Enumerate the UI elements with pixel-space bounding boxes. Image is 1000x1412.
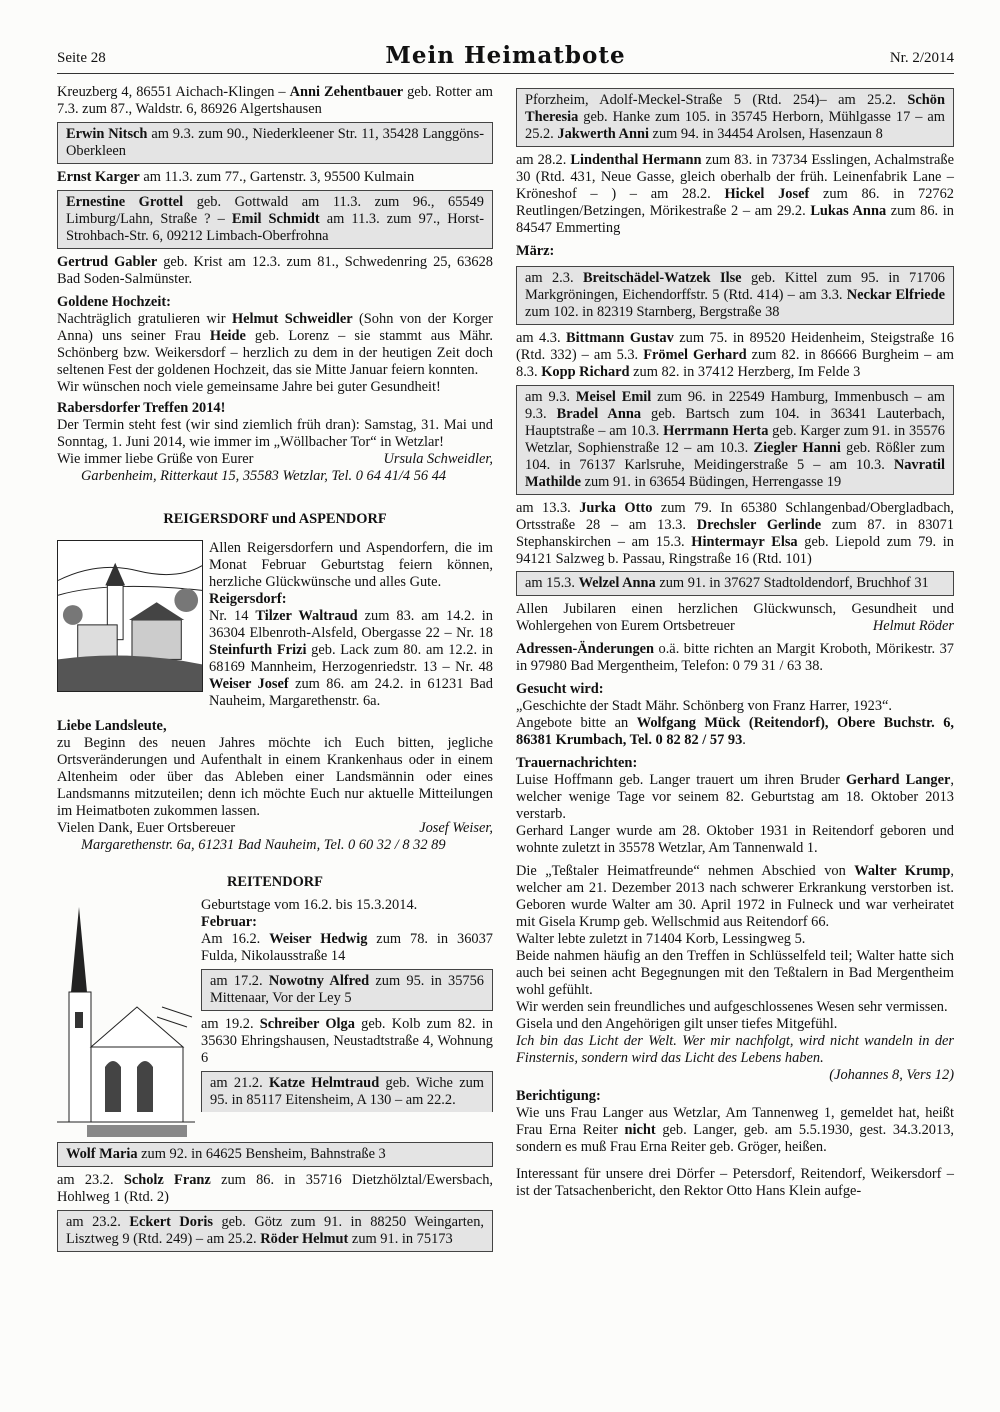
highlight-box: am 2.3. Breitschädel-Watzek Ilse geb. Kittel zum 95. in 71706 Markgröningen, Eichendorffstr. 5 (Rtd. 414) – am 3.3. Neckar Elfriede zum 102. in 82319 Starnberg, Bergstraße 38 — [516, 266, 954, 325]
entry: am 28.2. Lindenthal Hermann zum 83. in 73734 Esslingen, Achalmstraße 30 (Rtd. 431, Neue Gasse, gleich oberhalb der früh. Leinenfabrik Lane – Kröneshof – ) – am 28.2. Hickel Josef zum 86. in 72762 Reutlingen/Betzingen, Mörikestraße 2 – am 29.2. Lukas Anna zum 86. in 84547 Emmerting — [516, 152, 955, 236]
entry: am 13.3. Jurka Otto zum 79. In 65380 Schlangenbad/Obergladbach, Ortsstraße 28 – am 13.3. Drechsler Gerlinde zum 87. in 83071 Stephanskirchen – am 15.3. Hintermayr Elsa geb. Liepold zum 79. in 94121 Salzweg b. Passau, Ringstraße 16 (Rtd. 101) — [516, 500, 955, 567]
highlight-box: am 9.3. Meisel Emil zum 96. in 22549 Hamburg, Immenbusch – am 9.3. Bradel Anna geb. Bartsch zum 104. in 36341 Lauterbach, Hauptstraße – am 10.3. Herrmann Herta geb. Karger zum 91. in 35576 Wetzlar, Sophienstraße 12 – am 10.3. Ziegler Hanni geb. Rößler zum 104. in 76137 Karlsruhe, Meidingerstraße 5 – am 10.3. Navratil Mathilde zum 91. in 63654 Büdingen, Herrengasse 19 — [516, 385, 954, 495]
paragraph: Geburtstage vom 16.2. bis 15.3.2014. — [201, 897, 418, 913]
header-rule — [57, 73, 954, 74]
signature-line: Vielen Dank, Euer Ortsbereuer Josef Weiser, — [57, 820, 493, 836]
section-body — [57, 897, 493, 1142]
section-body — [57, 540, 493, 714]
entry: Am 16.2. Weiser Hedwig zum 78. in 36037 Fulda, Nikolausstraße 14 — [201, 931, 493, 964]
masthead-logo: Mein Heimatbote — [385, 42, 626, 69]
paragraph: Wir wünschen noch viele gemeinsame Jahre bei guter Gesundheit! — [57, 379, 441, 395]
paragraph: Gisela und den Angehörigen gilt unser tiefes Mitgefühl. — [516, 1016, 838, 1032]
highlight-box: Pforzheim, Adolf-Meckel-Straße 5 (Rtd. 254)– am 25.2. Schön Theresia geb. Hanke zum 105. in 35745 Herborn, Mühlgasse 17 – am 25.2. Jakwerth Anni zum 94. in 34454 Arolsen, Hasenzaun 8 — [516, 88, 954, 147]
entry: am 23.2. Scholz Franz zum 86. in 35716 Dietzhölztal/Ewersbach, Hohlweg 1 (Rtd. 2) — [57, 1172, 493, 1205]
quotation: Ich bin das Licht der Welt. Wer mir nachfolgt, wird nicht wandeln in der Finsternis, sondern wird das Licht des Lebens haben. — [516, 1033, 954, 1066]
entry: Kreuzberg 4, 86551 Aichach-Klingen – Anni Zehentbauer geb. Rotter am 7.3. zum 87., Waldstr. 6, 86926 Algertshausen — [57, 84, 493, 117]
village-illustration — [57, 540, 203, 692]
issue-number: Nr. 2/2014 — [889, 50, 954, 66]
paragraph: zu Beginn des neuen Jahres möchte ich Euch bitten, jegliche Ortsveränderungen und Aufenthalt in einem Krankenhaus oder in einem Altenheim oder über das Ableben einer Landsmännin oder eines Landsmanns mitzuteilen; denn ich möchte Euch nur aktuelle Mitteilungen im Heimatboten zukommen lassen. — [57, 735, 493, 819]
section-heading: Rabersdorfer Treffen 2014! — [57, 400, 226, 416]
paragraph: Wie uns Frau Langer aus Wetzlar, Am Tannenweg 1, gemeldet hat, heißt Frau Erna Reiter nicht geb. Langer, geb. am 5.5.1930, gest. 34.3.2013, sondern es muß Frau Erna Reiter geb. Gröger, heißen. — [516, 1105, 954, 1155]
paragraph: Der Termin steht fest (wir sind ziemlich früh dran): Samstag, 31. Mai und Sonntag, 1. Juni 2014, wie immer im „Wöllbacher Tor“ in Wetzlar! — [57, 417, 493, 450]
entry: am 19.2. Schreiber Olga geb. Kolb zum 82. in 35630 Ehringshausen, Neustadtstraße 4, Wohnung 6 — [201, 1016, 494, 1066]
paragraph: Luise Hoffmann geb. Langer trauert um ihren Bruder Gerhard Langer, welcher wenige Tage vor seinem 82. Geburtstag am 18. Oktober 2013 verstarb. — [516, 772, 954, 822]
paragraph: Angebote bitte an Wolfgang Mück (Reitendorf), Obere Buchstr. 6, 86381 Krumbach, Tel. 0 82 82 / 57 93. — [516, 715, 954, 748]
paragraph: Nachträglich gratulieren wir Helmut Schweidler (Sohn von der Korger Anna) uns seiner Frau Heide geb. Lorenz – sie stammt aus Mähr. Schönberg bzw. Weikersdorf – herzlich zu dem in der heutigen Zeit doch seltenen Fest der goldenen Hochzeit, das sie Mitte Januar feiern konnten. — [57, 311, 493, 378]
paragraph: Interessant für unsere drei Dörfer – Petersdorf, Reitendorf, Weikersdorf – ist der Tatsachenbericht, den Rektor Otto Hans Klein aufge- — [516, 1166, 954, 1199]
highlight-box: Erwin Nitsch am 9.3. zum 90., Niederkleener Str. 11, 35428 Langgöns-Oberkleen — [57, 122, 493, 164]
highlight-box: am 17.2. Nowotny Alfred zum 95. in 35756 Mittenaar, Vor der Ley 5 — [201, 969, 493, 1011]
highlight-box: Ernestine Grottel geb. Gottwald am 11.3. zum 96., 65549 Limburg/Lahn, Straße ? – Emil Schmidt am 11.3. zum 97., Horst-Strohbach-Str. 6, 09212 Limbach-Oberfrohna — [57, 190, 493, 249]
entry: am 4.3. Bittmann Gustav zum 75. in 89520 Heidenheim, Steigstraße 16 (Rtd. 332) – am 5.3. Frömel Gerhard zum 82. in 86666 Burgheim – am 8.3. Kopp Richard zum 82. in 37412 Herzberg, Im Felde 3 — [516, 330, 954, 380]
section-text — [209, 540, 493, 714]
subheading: Februar: — [201, 914, 257, 930]
section-title: REITENDORF — [227, 874, 323, 890]
section-heading: Liebe Landsleute, — [57, 718, 167, 734]
church-illustration — [57, 897, 195, 1142]
page-number: Seite 28 — [57, 50, 106, 66]
section-heading: Goldene Hochzeit: — [57, 294, 171, 310]
section-heading: Trauernachrichten: — [516, 755, 638, 771]
entry: Ernst Karger am 11.3. zum 77., Gartenstr. 3, 95500 Kulmain — [57, 169, 415, 185]
paragraph: Adressen-Änderungen o.ä. bitte richten an Margit Kroboth, Mörikestr. 37 in 97980 Bad Mergentheim, Telefon: 0 79 31 / 63 38. — [516, 641, 954, 674]
quotation-source: (Johannes 8, Vers 12) — [829, 1067, 954, 1083]
page-header — [57, 42, 954, 76]
paragraph: Walter lebte zuletzt in 71404 Korb, Lessingweg 5. — [516, 931, 806, 947]
signature-address: Margarethenstr. 6a, 61231 Bad Nauheim, Tel. 0 60 32 / 8 32 89 — [81, 837, 446, 853]
highlight-box: Wolf Maria zum 92. in 64625 Bensheim, Bahnstraße 3 — [57, 1142, 493, 1167]
section-heading: Gesucht wird: — [516, 681, 604, 697]
paragraph: Die „Teßtaler Heimatfreunde“ nehmen Abschied von Walter Krump, welcher am 21. Dezember 2013 nach schwerer Erkrankung verstorben ist. Geboren wurde Walter am 30. April 1972 in Fulneck und war verheiratet mit Gisela Krump geb. Wellschmid aus Reitendorf 66. — [516, 863, 954, 930]
subheading: Reigersdorf: — [209, 591, 287, 607]
paragraph: Wir werden sein freundliches und aufgeschlossenes Wesen sehr vermissen. — [516, 999, 948, 1015]
subheading: März: — [516, 243, 555, 259]
paragraph: Allen Jubilaren einen herzlichen Glückwunsch, Gesundheit und Wohlergehen von Eurem Ortsbetreuer Helmut Röder — [516, 601, 954, 634]
paragraph: Gerhard Langer wurde am 28. Oktober 1931 in Reitendorf geboren und wohnte zuletzt in 35578 Wetzlar, Am Tannenwald 1. — [516, 823, 954, 856]
right-column — [516, 88, 954, 1204]
entry: Gertrud Gabler geb. Krist am 12.3. zum 81., Schwedenring 25, 63628 Bad Soden-Salmünster. — [57, 254, 493, 287]
paragraph: Beide nahmen häufig an den Treffen in Schlüsselfeld teil; Walter hatte sich auch bei seinen acht Begegnungen mit den Teßtalern in Bad Mergentheim wohl gefühlt. — [516, 948, 954, 998]
signature-address: Garbenheim, Ritterkaut 15, 35583 Wetzlar, Tel. 0 64 41/4 56 44 — [81, 468, 447, 484]
highlight-box: am 15.3. Welzel Anna zum 91. in 37627 Stadtoldendorf, Bruchhof 31 — [516, 571, 954, 596]
signature-line: Wie immer liebe Grüße von Eurer Ursula Schweidler, — [57, 451, 493, 467]
highlight-box: am 21.2. Katze Helmtraud geb. Wiche zum 95. in 85117 Eitensheim, A 130 – am 22.2. — [201, 1071, 493, 1112]
paragraph: Nr. 14 Tilzer Waltraud zum 83. am 14.2. in 36304 Elbenroth-Alsfeld, Obergasse 22 – Nr. 18 Steinfurth Frizi geb. Lack zum 80. am 12.2. in 68169 Mannheim, Herzogenriedstr. 13 – Nr. 48 Weiser Josef zum 86. am 24.2. in 61231 Bad Nauheim, Margarethenstr. 6a. — [209, 608, 494, 709]
section-text — [201, 897, 493, 1142]
section-title: REIGERSDORF und ASPENDORF — [163, 511, 387, 527]
highlight-box: am 23.2. Eckert Doris geb. Götz zum 91. in 88250 Weingarten, Lisztweg 9 (Rtd. 249) – am 25.2. Röder Helmut zum 91. in 75173 — [57, 1210, 493, 1252]
paragraph: Allen Reigersdorfern und Aspendorfern, die im Monat Februar Geburtstag feiern können, herzliche Glückwünsche und alles Gute. — [209, 540, 493, 590]
left-column — [57, 84, 493, 1257]
section-heading: Berichtigung: — [516, 1088, 601, 1104]
paragraph: „Geschichte der Stadt Mähr. Schönberg von Franz Harrer, 1923“. — [516, 698, 892, 714]
